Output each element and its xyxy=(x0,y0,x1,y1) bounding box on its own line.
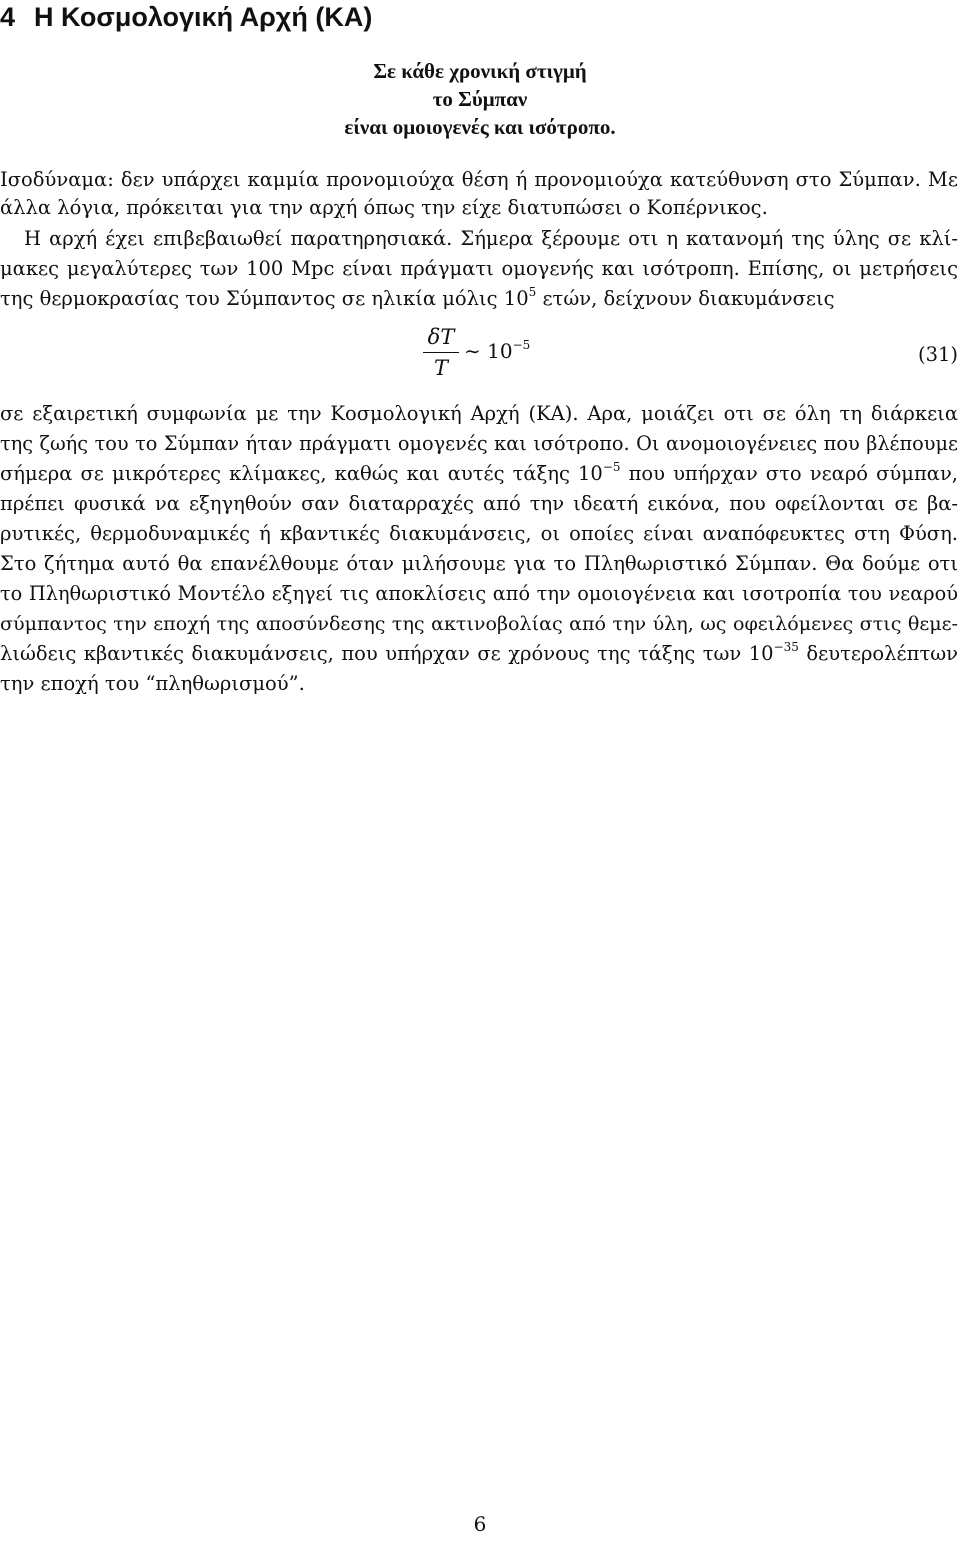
text-run: ετών, δείχνουν διακυμάνσεις xyxy=(536,287,835,310)
paragraph3-line xyxy=(0,641,958,667)
principle-statement xyxy=(0,57,960,141)
paragraph3-line: σύμπαντος την εποχή της αποσύνδεσης της ακτινοβολίας από την ύλη, ως οφειλόμενες στις θεμε- xyxy=(0,613,958,635)
section-heading xyxy=(0,0,372,34)
page-number: 6 xyxy=(473,1512,487,1536)
paragraph2-line: Η αρχή έχει επιβεβαιωθεί παρατηρησιακά. Σήμερα ξέρουμε οτι η κατανομή της ύλης σε κλί- xyxy=(24,227,958,250)
denominator: T xyxy=(433,356,448,381)
paragraph3-line: πρέπει φυσικά να εξηγηθούν σαν διαταρραχές από την ιδεατή εικόνα, που οφείλονται σε βα- xyxy=(0,492,958,515)
paragraph1-line: άλλα λόγια, πρόκειται για την αρχή όπως την είχε διατυπώσει ο Κοπέρνικος. xyxy=(0,196,768,219)
paragraph1-line: Ισοδύναμα: δεν υπάρχει καμμία προνομιούχα θέση ή προνομιούχα κατεύθυνση στο Σύμπαν. Με xyxy=(0,168,958,191)
relation: ∼ 10 xyxy=(464,339,513,363)
text-run: που υπήρχαν στο νεαρό σύμπαν, xyxy=(620,462,958,485)
exponent: −5 xyxy=(512,338,531,352)
fraction xyxy=(423,325,459,380)
paragraph3-line: της ζωής του το Σύμπαν ήταν πράγματι ομογενές και ισότροπο. Οι ανομοιογένειες που βλέπουμε xyxy=(0,432,958,455)
paragraph3-line xyxy=(0,461,958,487)
text-run: λιώδεις κβαντικές διακυμάνσεις, που υπήρχαν σε χρόνους της τάξης των 10 xyxy=(0,642,774,665)
paragraph2-line: μακες μεγαλύτερες των 100 Mpc είναι πράγματι ομογενής και ισότροπη. Επίσης, οι μετρήσεις xyxy=(0,257,958,280)
paragraph3-line: την εποχή του “πληθωρισμού”. xyxy=(0,672,305,695)
paragraph3-line: σε εξαιρετική συμφωνία με την Κοσμολογική Αρχή (ΚΑ). Αρα, μοιάζει οτι σε όλη τη διάρκεια xyxy=(0,402,958,425)
exponent: −5 xyxy=(602,460,621,474)
text-run: δευτερολέπτων xyxy=(798,642,958,665)
paragraph2-line xyxy=(0,286,958,312)
text-run: της θερμοκρασίας του Σύμπαντος σε ηλικία μόλις 10 xyxy=(0,287,529,310)
paragraph3-line: ρυτικές, θερμοδυναμικές ή κβαντικές διακυμάνσεις, οι οποίες είναι αναπόφευκτες στη Φύση. xyxy=(0,522,958,545)
principle-line: το Σύμπαν xyxy=(432,87,528,111)
paragraph3-line: το Πληθωριστικό Μοντέλο εξηγεί τις αποκλίσεις από την ομοιογένεια και ισοτροπία του νεαρού xyxy=(0,582,958,605)
equation-number: (31) xyxy=(917,343,958,366)
text-run: σήμερα σε μικρότερες κλίμακες, καθώς και αυτές τάξης 10 xyxy=(0,462,603,485)
exponent: 5 xyxy=(528,285,537,299)
equation-rhs xyxy=(464,339,530,363)
fraction-bar xyxy=(423,352,459,353)
paragraph3-line: Στο ζήτημα αυτό θα επανέλθουμε όταν μιλήσουμε για το Πληθωριστικό Σύμπαν. Θα δούμε οτι xyxy=(0,552,958,575)
principle-line: Σε κάθε χρονική στιγμή xyxy=(373,59,587,83)
section-title: Η Κοσμολογική Αρχή (ΚΑ) xyxy=(34,2,373,32)
exponent: −35 xyxy=(773,640,799,654)
equation-31 xyxy=(0,325,960,385)
numerator: δT xyxy=(427,325,455,349)
section-number: 4 xyxy=(0,2,16,32)
principle-line: είναι ομοιογενές και ισότροπο. xyxy=(344,115,616,139)
